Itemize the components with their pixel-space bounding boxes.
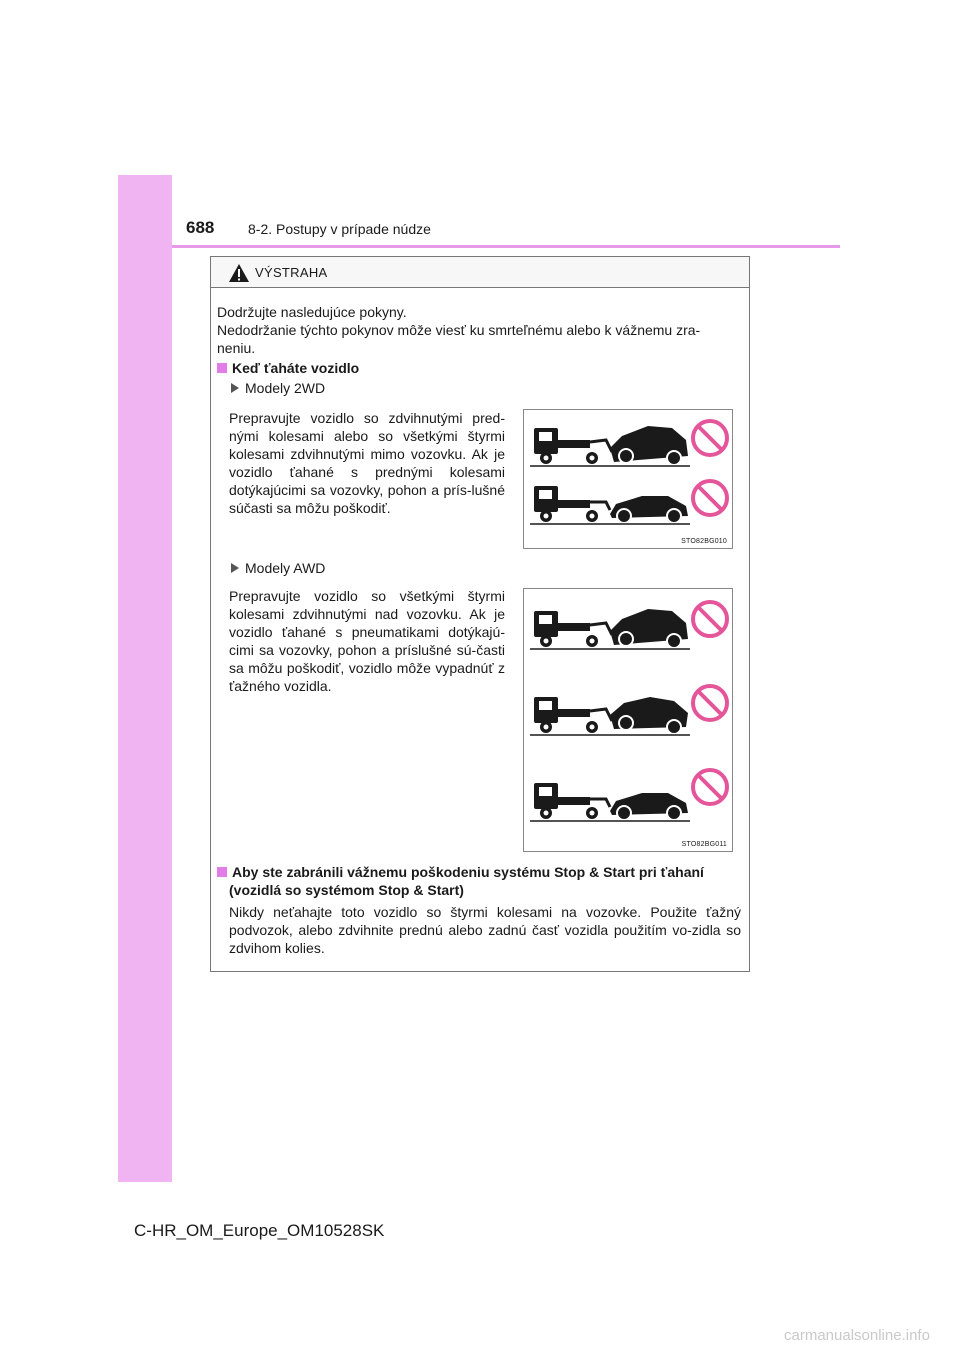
figure-2wd-code: STO82BG010 xyxy=(681,538,727,545)
header-rule xyxy=(172,245,840,248)
triangle-bullet-icon xyxy=(231,383,239,393)
square-bullet-icon xyxy=(217,363,227,373)
section-title: 8-2. Postupy v prípade núdze xyxy=(248,221,431,237)
models-2wd-text: Modely 2WD xyxy=(245,380,326,396)
warning-intro-line3: neniu. xyxy=(217,340,256,356)
text-2wd: Prepravujte vozidlo so zdvihnutými pred-nými kolesami alebo so všetkými štyrmi kolesami zdvihnutými mimo vozovku. Ak je vozidlo ťahané s prednými kolesami dotýkajúcimi sa vozovky, pohon a prís-lušné súčasti sa môžu poškodiť. xyxy=(229,410,505,516)
towing-2wd-illustration xyxy=(524,410,732,548)
tow-scene-flat xyxy=(530,783,690,821)
heading-towing-text: Keď ťaháte vozidlo xyxy=(232,360,360,376)
heading-stop-start xyxy=(217,863,745,881)
triangle-bullet-icon xyxy=(231,563,239,573)
prohibit-icon xyxy=(693,421,727,455)
warning-intro: Dodržujte nasledujúce pokyny. xyxy=(217,304,407,320)
models-awd xyxy=(231,559,325,577)
prohibit-icon xyxy=(693,770,727,804)
prohibit-icon xyxy=(693,602,727,636)
figure-2wd xyxy=(523,409,733,549)
square-bullet-icon xyxy=(217,867,227,877)
prohibit-icon xyxy=(693,686,727,720)
footer-doc-code: C-HR_OM_Europe_OM10528SK xyxy=(134,1221,385,1240)
heading-stop-start-line1: Aby ste zabránili vážnemu poškodeniu systému Stop & Start pri ťahaní xyxy=(232,864,704,880)
prohibit-icon xyxy=(693,481,727,515)
warning-box xyxy=(210,256,750,972)
heading-stop-start-line2: (vozidlá so systémom Stop & Start) xyxy=(229,882,464,898)
warning-triangle-icon xyxy=(228,263,250,283)
tow-scene-rear-lifted xyxy=(530,697,690,735)
warning-label: VÝSTRAHA xyxy=(255,265,328,280)
sidebar-tab xyxy=(118,175,172,1182)
warning-header xyxy=(211,257,749,288)
heading-towing xyxy=(217,359,359,377)
text-stop-start: Nikdy neťahajte toto vozidlo so štyrmi kolesami na vozovke. Použite ťažný podvozok, alebo zdvihnite prednú alebo zadnú časť vozidla použitím vo-zidla so zdvihom kolies. xyxy=(229,904,741,956)
figure-awd xyxy=(523,588,733,852)
models-2wd xyxy=(231,379,325,397)
watermark: carmanualsonline.info xyxy=(784,1327,930,1344)
tow-scene-flat xyxy=(530,486,690,524)
tow-scene-front-lifted xyxy=(530,426,690,466)
text-awd: Prepravujte vozidlo so všetkými štyrmi kolesami zdvihnutými nad vozovku. Ak je vozidlo ťahané s pneumatikami dotýkajú-cimi sa vozovky, pohon a príslušné sú-časti sa môžu poškodiť, vozidlo môže vypadnúť z ťažného vozidla. xyxy=(229,588,505,694)
models-awd-text: Modely AWD xyxy=(245,560,326,576)
figure-awd-code: STO82BG011 xyxy=(681,841,727,848)
towing-awd-illustration xyxy=(524,589,732,851)
tow-scene-front-lifted xyxy=(530,609,690,649)
warning-intro-line2: Nedodržanie týchto pokynov môže viesť ku smrteľnému alebo k vážnemu zra- xyxy=(217,322,701,338)
page-number: 688 xyxy=(186,218,215,237)
